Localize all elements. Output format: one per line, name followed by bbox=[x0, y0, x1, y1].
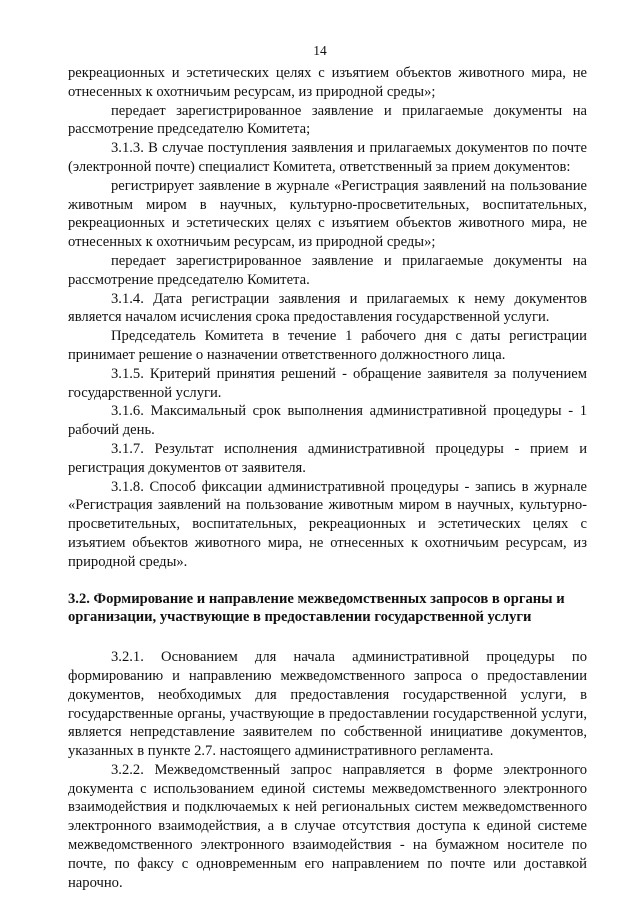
paragraph: 3.1.4. Дата регистрации заявления и прилагаемых к нему документов является началом исчисления срока предоставления государственной услуги. bbox=[68, 290, 587, 326]
section-heading: 3.2. Формирование и направление межведомственных запросов в органы и организации, участвующие в предоставлении государственной услуги bbox=[68, 590, 565, 626]
document-body bbox=[68, 64, 587, 892]
paragraph: рекреационных и эстетических целях с изъятием объектов животного мира, не отнесенных к охотничьим ресурсам, из природной среды»; bbox=[68, 65, 587, 100]
paragraph: 3.1.3. В случае поступления заявления и прилагаемых документов по почте (электронной почте) специалист Комитета, ответственный за прием документов: bbox=[68, 140, 587, 175]
paragraph: Председатель Комитета в течение 1 рабочего дня с даты регистрации принимает решение о назначении ответственного должностного лица. bbox=[68, 328, 587, 363]
paragraph: регистрирует заявление в журнале «Регистрация заявлений на пользование животным миром в научных, культурно-просветительных, воспитательных, рекреационных и эстетических целях с изъятием объектов животного мира, не отнесенных к охотничьим ресурсам, из природной среды»; bbox=[68, 177, 587, 251]
paragraph: передает зарегистрированное заявление и прилагаемые документы на рассмотрение председателю Комитета. bbox=[68, 252, 587, 288]
paragraph: 3.2.2. Межведомственный запрос направляется в форме электронного документа с использованием единой системы межведомственного электронного взаимодействия и подключаемых к ней региональных систем межведомственного электронного взаимодействия, а в случае отсутствия доступа к единой системе межведомственного электронного взаимодействия - на бумажном носителе по почте, по факсу с одновременным его направлением по почте или доставкой нарочно. bbox=[68, 761, 587, 891]
spacer bbox=[68, 627, 587, 648]
paragraph: 3.1.6. Максимальный срок выполнения административной процедуры - 1 рабочий день. bbox=[68, 403, 587, 439]
paragraph: передает зарегистрированное заявление и прилагаемые документы на рассмотрение председателю Комитета; bbox=[68, 102, 587, 138]
paragraph: 3.1.8. Способ фиксации административной процедуры - запись в журнале «Регистрация заявлений на пользование животным миром в научных, культурно-просветительных, воспитательных, рекреационных и эстетических целях с изъятием объектов животного мира, не отнесенных к охотничьим ресурсам, из природной среды». bbox=[68, 478, 587, 570]
paragraph: 3.1.7. Результат исполнения административной процедуры - прием и регистрация документов от заявителя. bbox=[68, 440, 587, 476]
page-number: 14 bbox=[313, 43, 327, 58]
paragraph: 3.1.5. Критерий принятия решений - обращение заявителя за получением государственной услуги. bbox=[68, 365, 587, 401]
paragraph: 3.2.1. Основанием для начала административной процедуры по формированию и направлению межведомственного запроса о предоставлении документов, необходимых для предоставления государственной услуги, в государственные органы, участвующие в предоставлении государственной услуги, является непредставление заявителем по собственной инициативе документов, указанных в пункте 2.7. настоящего административного регламента. bbox=[68, 649, 587, 760]
spacer bbox=[68, 572, 587, 590]
